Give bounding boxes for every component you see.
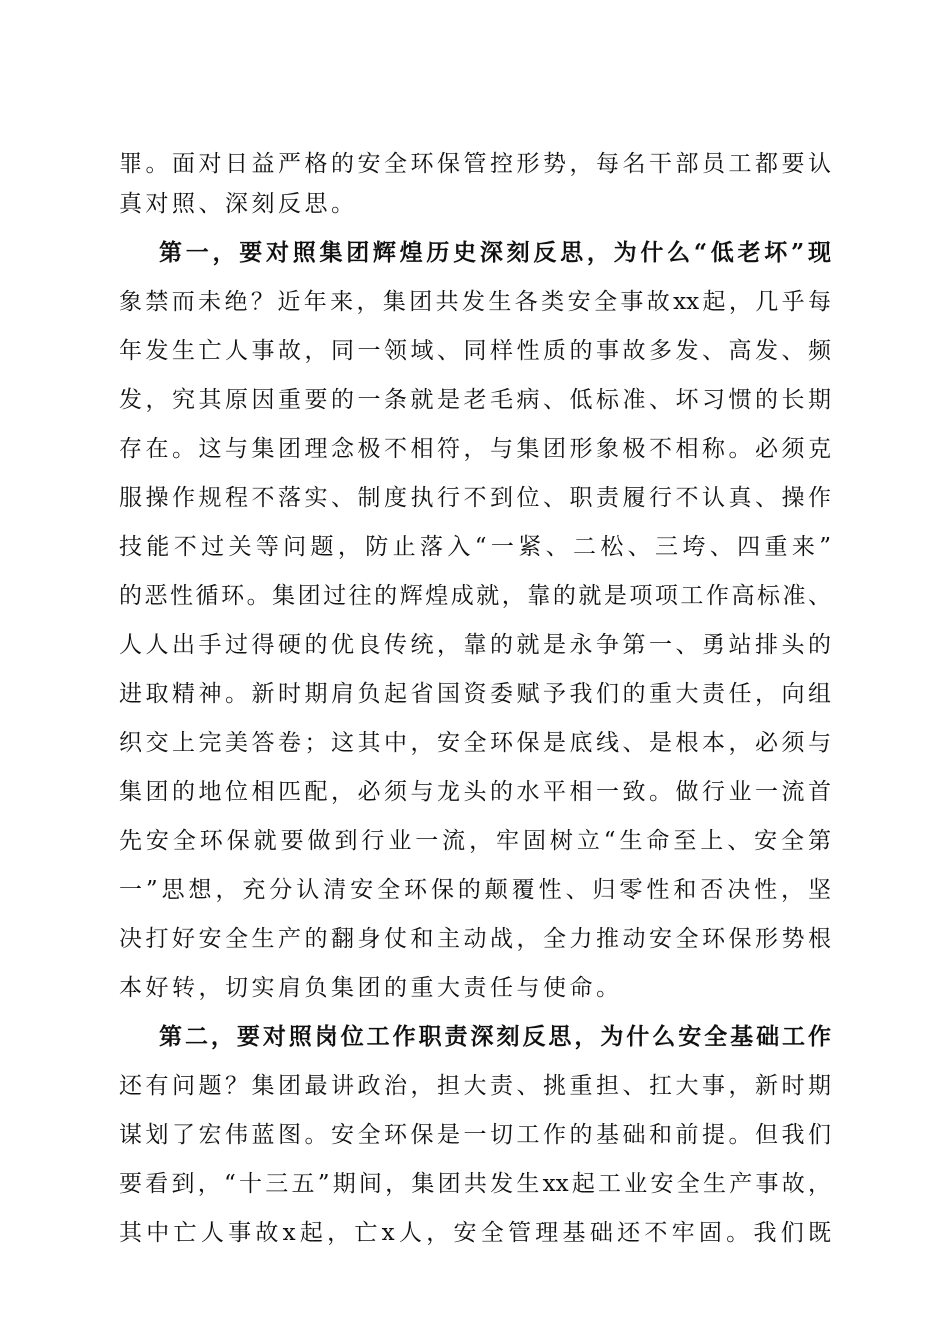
body-text-line: 服操作规程不落实、制度执行不到位、职责履行不认真、操作 [119,485,831,511]
body-text-line: 的恶性循环。集团过往的辉煌成就，靠的就是项项工作高标准、 [119,583,831,609]
body-text-line: 发，究其原因重要的一条就是老毛病、低标准、坏习惯的长期 [119,387,831,413]
body-text-line: 存在。这与集团理念极不相符，与集团形象极不相称。必须克 [119,436,831,462]
body-text-line: 人人出手过得硬的优良传统，靠的就是永争第一、勇站排头的 [119,632,831,658]
body-text-line: 织交上完美答卷；这其中，安全环保是底线、是根本，必须与 [119,730,831,756]
body-text-line: 先安全环保就要做到行业一流，牢固树立“生命至上、安全第 [119,828,831,854]
body-text-line: 本好转，切实肩负集团的重大责任与使命。 [119,975,623,1001]
body-text-line: 谋划了宏伟蓝图。安全环保是一切工作的基础和前提。但我们 [119,1122,831,1148]
body-text-line: 真对照、深刻反思。 [119,191,358,217]
body-text-line: 进取精神。新时期肩负起省国资委赋予我们的重大责任，向组 [119,681,831,707]
section-heading-line: 第二，要对照岗位工作职责深刻反思，为什么安全基础工作 [159,1023,831,1050]
body-text-line: 决打好安全生产的翻身仗和主动战，全力推动安全环保形势根 [119,926,831,952]
body-text-line: 技能不过关等问题，防止落入“一紧、二松、三垮、四重来” [119,534,831,560]
body-text-line: 年发生亡人事故，同一领域、同样性质的事故多发、高发、频 [119,338,831,364]
body-text-line: 要看到，“十三五”期间，集团共发生xx起工业安全生产事故， [119,1171,831,1197]
body-text-line: 其中亡人事故x起，亡x人，安全管理基础还不牢固。我们既 [119,1220,831,1246]
body-text-line: 罪。面对日益严格的安全环保管控形势，每名干部员工都要认 [119,151,831,177]
section-heading-line: 第一，要对照集团辉煌历史深刻反思，为什么“低老坏”现 [159,239,831,266]
body-text-line: 集团的地位相匹配，必须与龙头的水平相一致。做行业一流首 [119,779,831,805]
body-text-line: 一”思想，充分认清安全环保的颠覆性、归零性和否决性，坚 [119,877,831,903]
body-text-line: 象禁而未绝？近年来，集团共发生各类安全事故xx起，几乎每 [119,289,831,315]
body-text-line: 还有问题？集团最讲政治，担大责、挑重担、扛大事，新时期 [119,1073,831,1099]
